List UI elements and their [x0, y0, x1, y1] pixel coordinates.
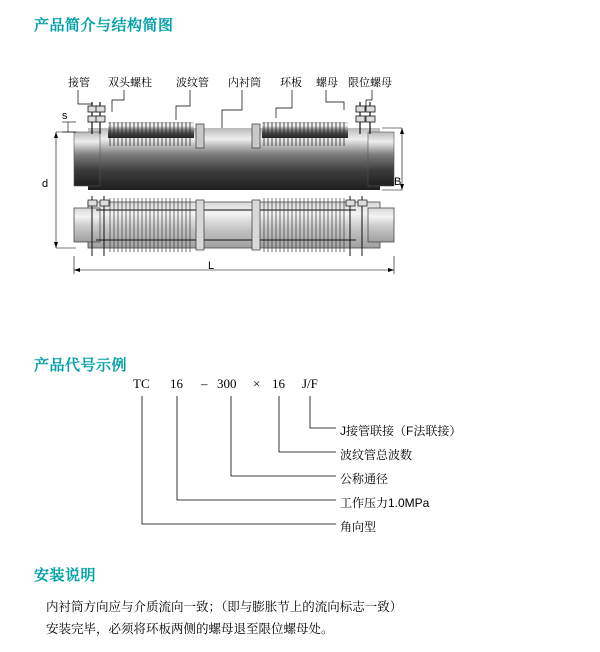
code-token-dash: –: [201, 376, 208, 391]
code-desc-connection: J接管联接（F法联接）: [340, 424, 462, 438]
code-token-pressure: 16: [170, 376, 183, 391]
code-token-times: ×: [253, 376, 261, 391]
callout-label-nut: 螺母: [316, 77, 338, 89]
structure-diagram: [0, 60, 600, 290]
code-token-type: TC: [133, 376, 150, 391]
product-code-example: [0, 372, 600, 547]
install-note-line-2: 安装完毕，必须将环板两侧的螺母退至限位螺母处。: [46, 622, 334, 636]
callout-label-stud: 双头螺柱: [108, 77, 152, 89]
dimension-label-d: d: [42, 178, 49, 190]
code-desc-diameter: 公称通径: [340, 472, 389, 486]
dimension-label-L: L: [208, 260, 215, 272]
code-token-waves: 16: [272, 376, 285, 391]
code-leader-lines-svg: [0, 372, 600, 547]
dimension-label-B: B: [394, 176, 402, 188]
callout-label-bellows: 波纹管: [176, 77, 209, 89]
section-title-install: 安装说明: [34, 567, 97, 584]
install-notes: [46, 596, 566, 640]
code-desc-waves: 波纹管总波数: [340, 448, 413, 462]
section-title-structure: 产品简介与结构简图: [34, 17, 174, 34]
code-desc-type: 角向型: [340, 520, 377, 534]
callout-label-nozzle: 接管: [68, 77, 90, 89]
callout-label-liner: 内衬筒: [228, 77, 261, 89]
code-desc-pressure: 工作压力1.0MPa: [340, 496, 430, 510]
code-token-connection: J/F: [302, 376, 318, 391]
section-title-code: 产品代号示例: [34, 357, 128, 374]
callout-label-limit-nut: 限位螺母: [348, 77, 392, 89]
callout-label-ring-plate: 环板: [280, 77, 302, 89]
install-note-line-1: 内衬筒方向应与介质流向一致；（即与膨胀节上的流向标志一致）: [46, 600, 403, 614]
structure-drawing-svg: [0, 60, 600, 290]
dimension-label-s: s: [62, 110, 68, 122]
code-token-diameter: 300: [217, 376, 237, 391]
